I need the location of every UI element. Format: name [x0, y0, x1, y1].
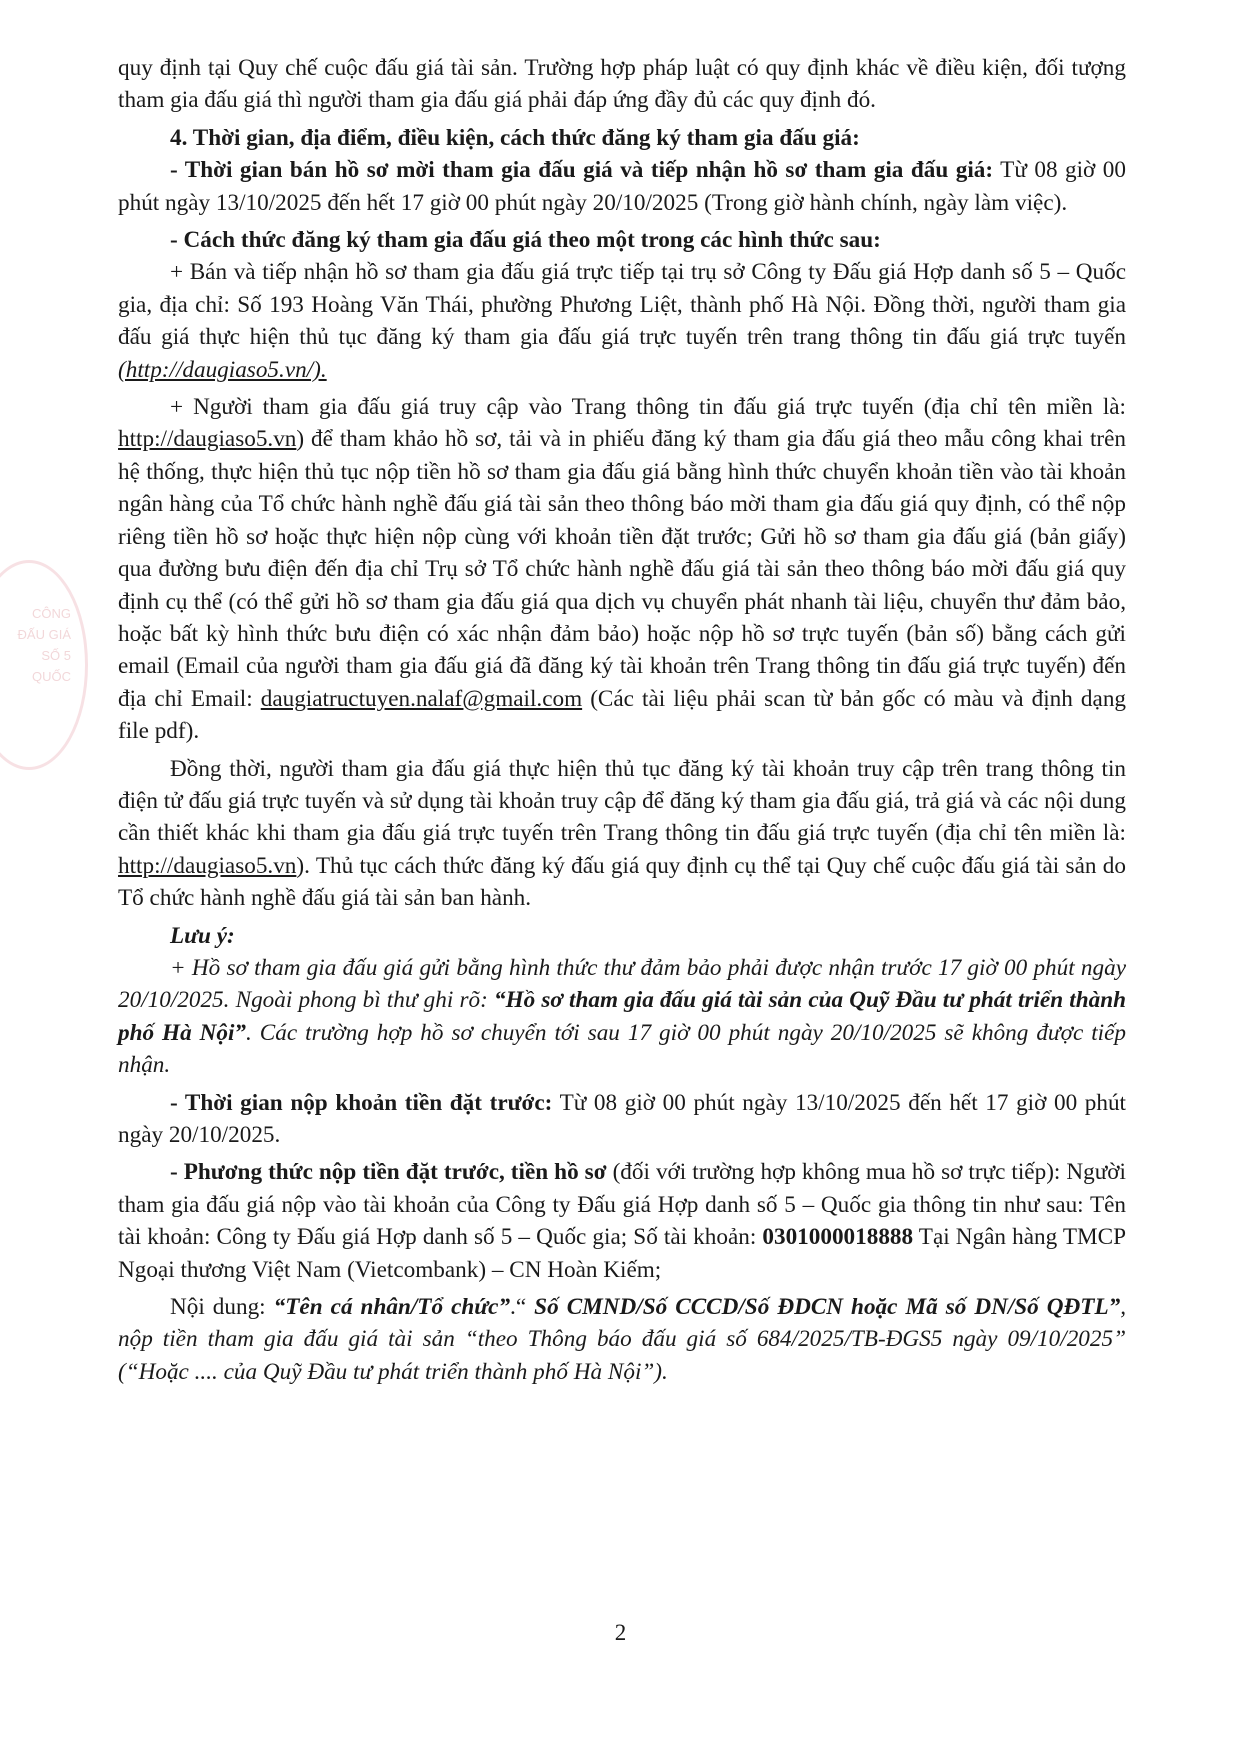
auction-website-link[interactable]: http://daugiaso5.vn [118, 852, 297, 879]
note-text-2: . Các trường hợp hồ sơ chuyển tới sau 17 giờ 00 phút ngày 20/10/2025 sẽ không được tiếp nhận. [118, 1019, 1126, 1079]
paragraph-direct-registration [118, 256, 1126, 386]
red-stamp-seal [0, 560, 88, 770]
paragraph-conditions: quy định tại Quy chế cuộc đấu giá tài sản. Trường hợp pháp luật có quy định khác về điều kiện, đối tượng tham gia đấu giá thì người tham gia đấu giá phải đáp ứng đầy đủ các quy định đó. [118, 55, 1126, 114]
direct-registration-text: + Bán và tiếp nhận hồ sơ tham gia đấu giá trực tiếp tại trụ sở Công ty Đấu giá Hợp danh số 5 – Quốc gia, địa chỉ: Số 193 Hoàng Văn Thái, phường Phương Liệt, thành phố Hà Nội. Đồng thời, người tham gia đấu giá thực hiện thủ tục đăng ký tham gia đấu giá trực tuyến trên trang thông tin đấu giá trực tuyến [118, 259, 1126, 351]
online-registration-text-3: (Các tài liệu phải scan từ bản gốc có màu và định dạng file pdf). [118, 685, 1127, 745]
stamp-line: CÔNG [32, 606, 71, 621]
transfer-content-text-1: Nội dung: [170, 1294, 274, 1321]
transfer-content-id: Số CMND/Số CCCD/Số ĐDCN hoặc Mã số DN/Số QĐTL” [534, 1294, 1121, 1321]
bank-account-number: 0301000018888 [762, 1224, 914, 1251]
account-registration-text-2: ). Thủ tục cách thức đăng ký đấu giá quy định cụ thể tại Quy chế cuộc đấu giá tài sản do Tổ chức hành nghề đấu giá tài sản ban hành. [118, 852, 1126, 912]
document-page [118, 52, 1126, 1388]
transfer-content-name: “Tên cá nhân/Tổ chức” [273, 1294, 511, 1321]
deposit-time-label: - Thời gian nộp khoản tiền đặt trước: [170, 1089, 553, 1116]
note-heading: Lưu ý: [170, 922, 235, 949]
paragraph-note [118, 952, 1126, 1082]
paragraph-deposit-method [118, 1156, 1126, 1286]
online-registration-text-2: ) để tham khảo hồ sơ, tải và in phiếu đăng ký tham gia đấu giá theo mẫu công khai trên hệ thống, thực hiện thủ tục nộp tiền hồ sơ tham gia đấu giá bằng hình thức chuyển khoản tiền vào tài khoản ngân hàng của Tổ chức hành nghề đấu giá tài sản theo thông báo mời tham gia đấu giá quy định, có thể nộp riêng tiền hồ sơ hoặc thực hiện nộp cùng với khoản tiền đặt trước; Gửi hồ sơ tham gia đấu giá (bản giấy) qua đường bưu điện đến địa chỉ Trụ sở Tổ chức hành nghề đấu giá tài sản theo thông báo mời đấu giá quy định cụ thể (có thể gửi hồ sơ tham gia đấu giá qua dịch vụ chuyển phát nhanh tài liệu, chuyển thư đảm bảo, hoặc bất kỳ hình thức bưu điện có xác nhận đảm bảo) hoặc nộp hồ sơ trực tuyến (bản số) bằng cách gửi email (Email của người tham gia đấu giá đã đăng ký tài khoản trên Trang thông tin đấu giá trực tuyến) đến địa chỉ Email: [118, 426, 1126, 712]
transfer-content-text-3: , nộp tiền tham gia đấu giá tài sản “theo Thông báo đấu giá số 684/2025/TB-ĐGS5 ngày 09/10/2025” (“Hoặc .... của Quỹ Đầu tư phát triển thành phố Hà Nội”). [118, 1294, 1127, 1385]
page-number: 2 [614, 1620, 627, 1645]
account-registration-text-1: Đồng thời, người tham gia đấu giá thực hiện thủ tục đăng ký tài khoản truy cập trên trang thông tin điện tử đấu giá trực tuyến và sử dụng tài khoản truy cập để đăng ký tham gia đấu giá, trả giá và các nội dung cần thiết khác khi tham gia đấu giá trực tuyến trên Trang thông tin đấu giá trực tuyến (địa chỉ tên miền là: [118, 755, 1126, 847]
paragraph-transfer-content [118, 1291, 1126, 1388]
stamp-line: SỐ 5 [41, 648, 71, 663]
deposit-time-text: Từ 08 giờ 00 phút ngày 13/10/2025 đến hết 17 giờ 00 phút ngày 20/10/2025. [118, 1089, 1127, 1148]
note-text-1: + Hồ sơ tham gia đấu giá gửi bằng hình thức thư đảm bảo phải được nhận trước 17 giờ 00 phút ngày 20/10/2025. Ngoài phong bì thư ghi rõ: [118, 954, 1126, 1014]
paragraph-deposit-time [118, 1087, 1126, 1152]
deposit-method-text-2: Tại Ngân hàng TMCP Ngoại thương Việt Nam (Vietcombank) – CN Hoàn Kiếm; [118, 1224, 1126, 1283]
registration-methods-heading: - Cách thức đăng ký tham gia đấu giá theo một trong các hình thức sau: [170, 227, 881, 254]
registration-time-label: - Thời gian bán hồ sơ mời tham gia đấu giá và tiếp nhận hồ sơ tham gia đấu giá: [170, 157, 994, 184]
auction-website-link[interactable]: (http://daugiaso5.vn/). [118, 356, 327, 383]
paragraph-account-registration [118, 753, 1126, 915]
deposit-method-label: - Phương thức nộp tiền đặt trước, tiền hồ sơ [170, 1159, 607, 1186]
transfer-content-text-2: .“ [510, 1294, 535, 1321]
online-registration-text-1: + Người tham gia đấu giá truy cập vào Trang thông tin đấu giá trực tuyến (địa chỉ tên miền là: [170, 394, 1126, 421]
stamp-line: QUỐC [32, 669, 71, 684]
deposit-method-text-1: (đối với trường hợp không mua hồ sơ trực tiếp): Người tham gia đấu giá nộp vào tài khoản của Công ty Đấu giá Hợp danh số 5 – Quốc gia thông tin như sau: Tên tài khoản: Công ty Đấu giá Hợp danh số 5 – Quốc gia; Số tài khoản: [118, 1159, 1126, 1251]
stamp-line: ĐẤU GIÁ [17, 627, 71, 642]
note-envelope-label: “Hồ sơ tham gia đấu giá tài sản của Quỹ Đầu tư phát triển thành phố Hà Nội” [118, 987, 1126, 1046]
paragraph-online-registration [118, 391, 1126, 747]
section-4-heading: 4. Thời gian, địa điểm, điều kiện, cách thức đăng ký tham gia đấu giá: [170, 124, 860, 151]
auction-email-link[interactable]: daugiatructuyen.nalaf@gmail.com [260, 685, 583, 712]
paragraph-registration-time [118, 154, 1126, 219]
auction-website-link[interactable]: http://daugiaso5.vn [118, 426, 297, 453]
registration-time-text: Từ 08 giờ 00 phút ngày 13/10/2025 đến hết 17 giờ 00 phút ngày 20/10/2025 (Trong giờ hành chính, ngày làm việc). [118, 157, 1126, 216]
